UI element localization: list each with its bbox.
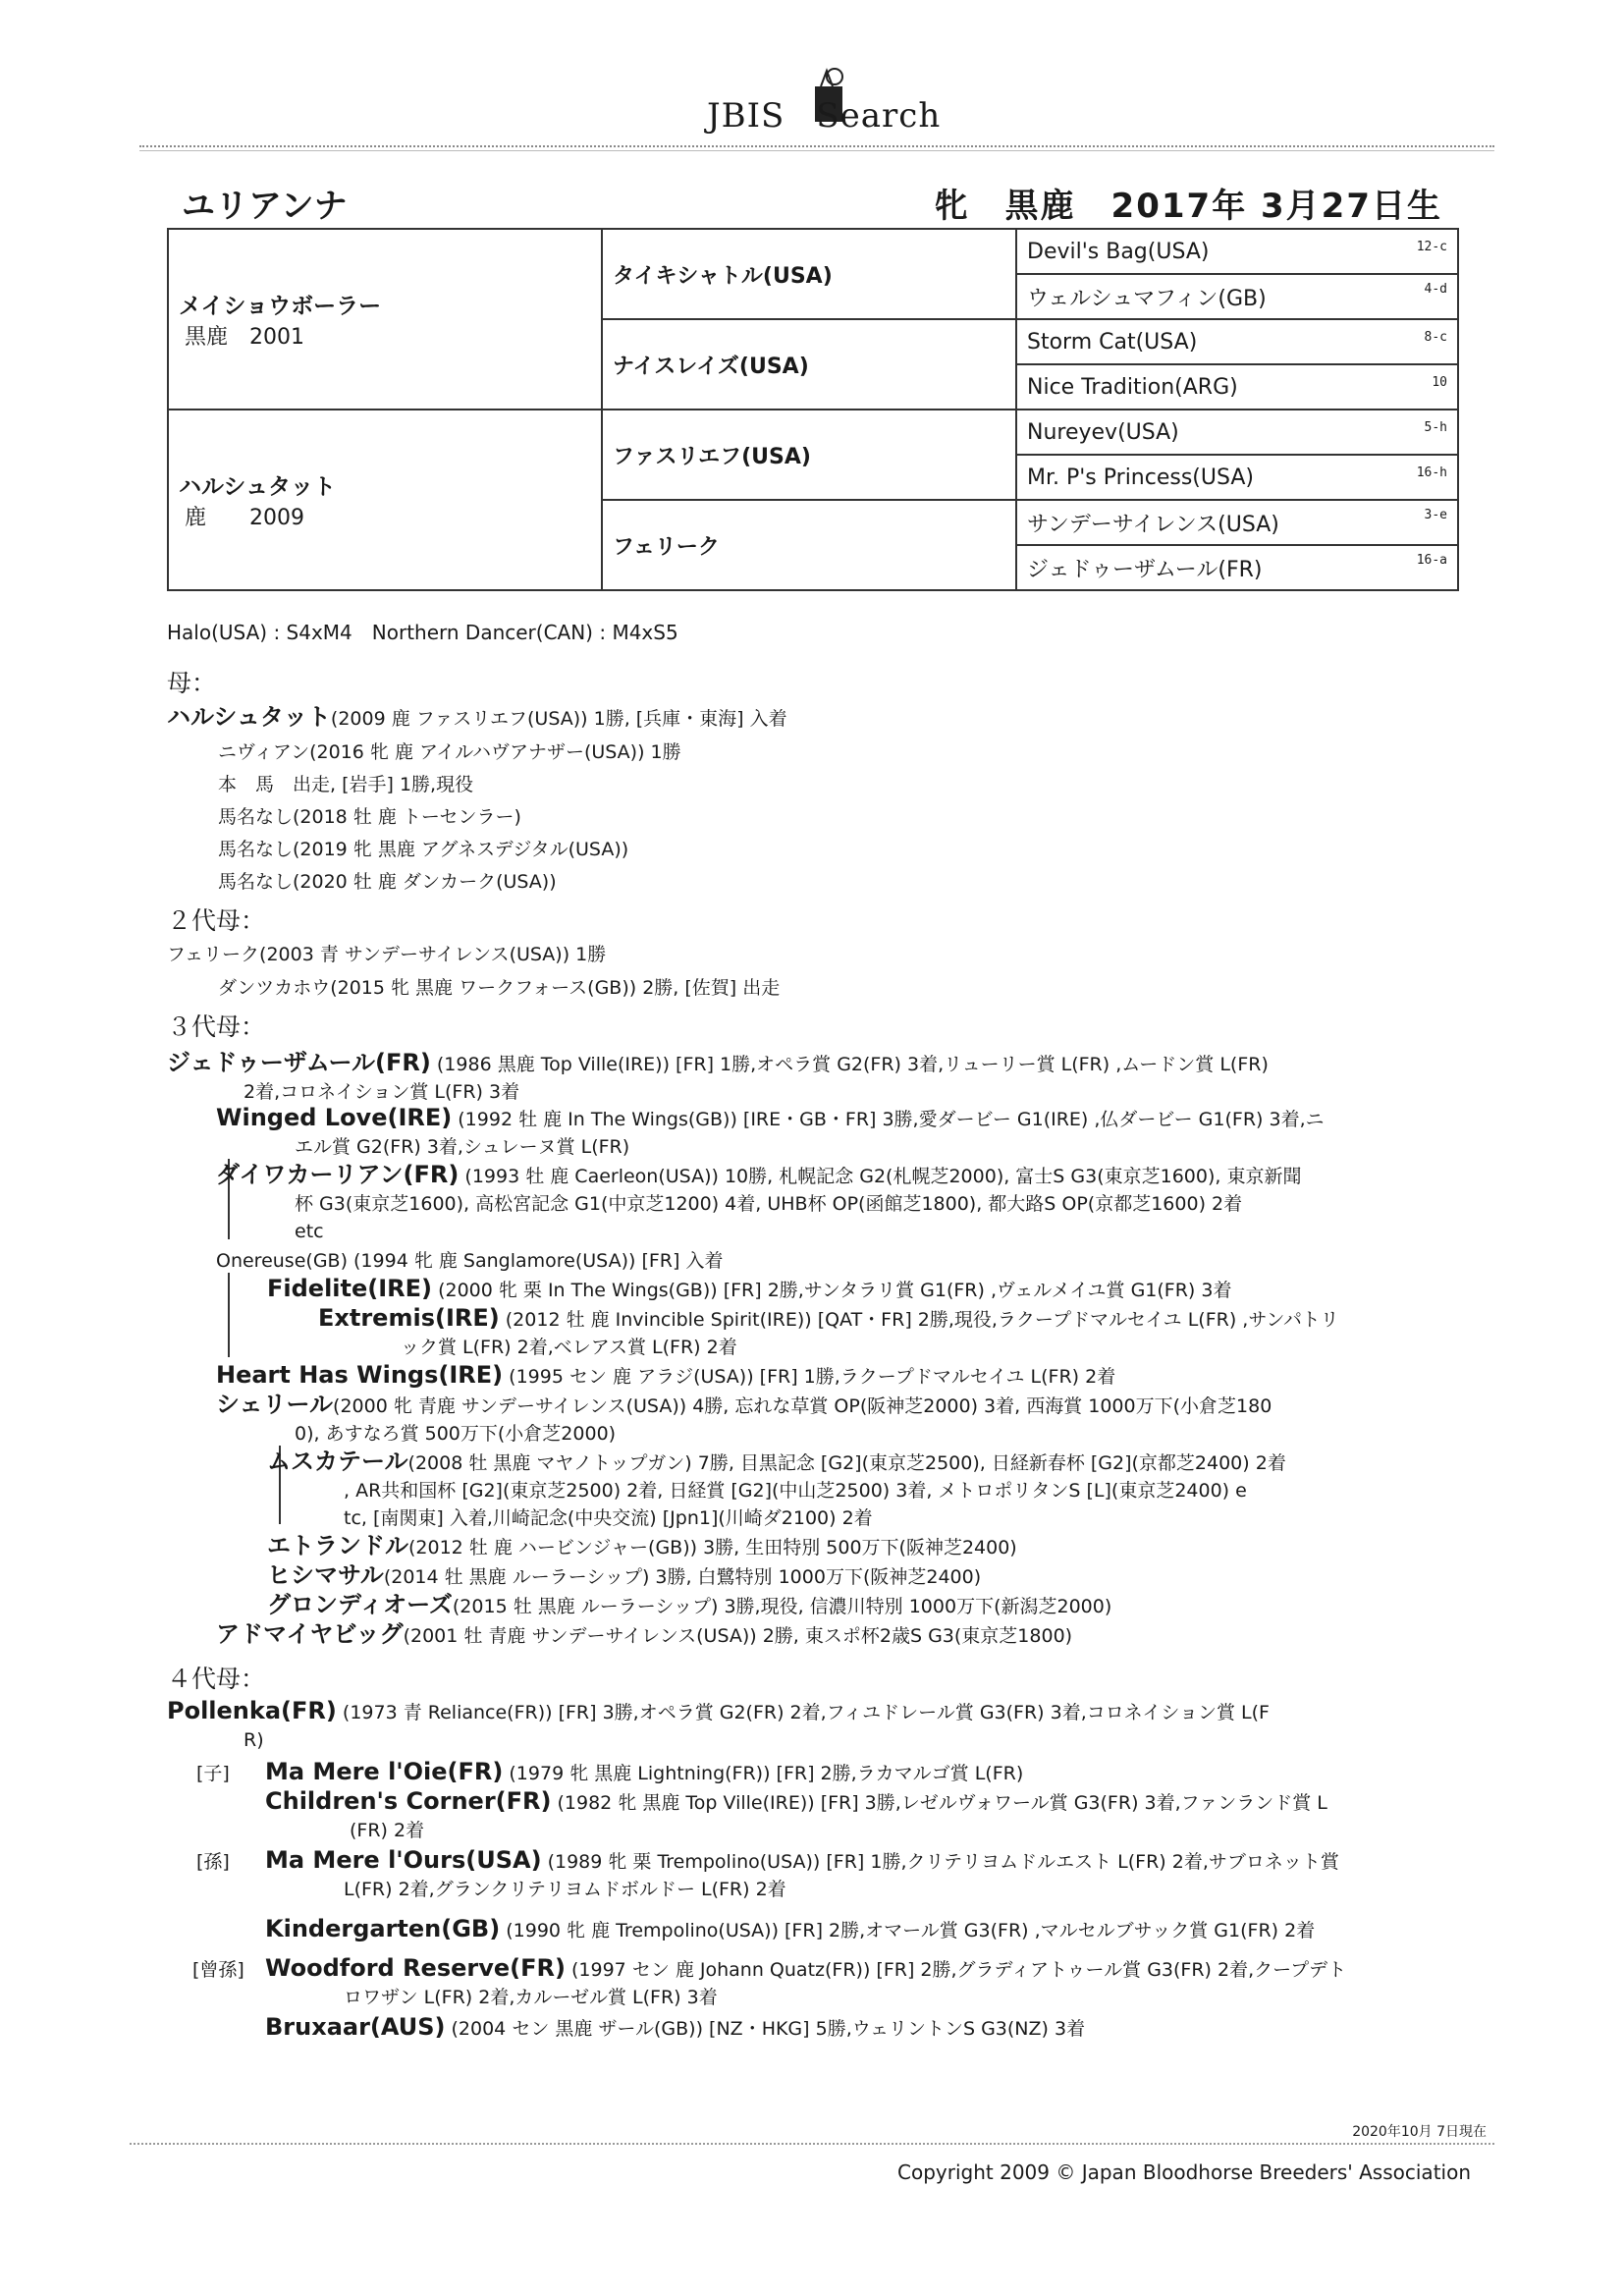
horse-name-bold: Woodford Reserve(FR) — [265, 1954, 566, 1982]
horse-name-bold: Winged Love(IRE) — [216, 1104, 453, 1131]
g3-cell: Mr. P's Princess(USA) 16-h — [1016, 455, 1458, 500]
horse-record: ック賞 L(FR) 2着,ベレアス賞 L(FR) 2着 — [401, 1337, 737, 1358]
family-line — [265, 1915, 1315, 1944]
horse-record: (2008 牡 黒鹿 マヤノトップガン) 7勝, 目黒記念 [G2](東京芝2500), 日経新春杯 [G2](京都芝2400) 2着 — [407, 1452, 1286, 1474]
horse-name-bold: Pollenka(FR) — [167, 1697, 337, 1724]
family-line — [267, 1532, 1017, 1561]
horse-name-bold: ジェドゥーザムール(FR) — [167, 1049, 431, 1076]
jbis-search-logo — [707, 47, 943, 145]
horse-record: 0), あすなろ賞 500万下(小倉芝2000) — [295, 1423, 617, 1445]
horse-name-bold: Ma Mere l'Oie(FR) — [265, 1758, 504, 1785]
as-of-date: 2020年10月 7日現在 — [1352, 2124, 1487, 2140]
g3-cell: Nice Tradition(ARG) 10 — [1016, 364, 1458, 410]
section-g4: ４代母： — [167, 1665, 266, 1693]
family-line — [216, 1245, 723, 1275]
family-line — [318, 1304, 1339, 1334]
family-line — [295, 1188, 1242, 1218]
footer-divider — [130, 2143, 1494, 2145]
dam-cell — [168, 410, 602, 590]
dam-name: ハルシュタット — [179, 474, 336, 500]
section-g3: ３代母： — [167, 1012, 266, 1041]
dam-sire: ファスリエフ(USA) — [602, 410, 1016, 500]
sire-info: 黒鹿 2001 — [185, 325, 304, 350]
family-line — [218, 972, 780, 1002]
g3-cell: サンデーサイレンス(USA) 3-e — [1016, 500, 1458, 545]
horse-record: L(FR) 2着,グランクリテリヨムドボルドー L(FR) 2着 — [344, 1879, 786, 1900]
family-line — [167, 939, 606, 968]
horse-record: etc — [295, 1221, 324, 1242]
horse-record: (1989 牝 栗 Trempolino(USA)) [FR] 1勝,クリテリヨムドルエスト L(FR) 2着,サブロネット賞 — [541, 1851, 1339, 1873]
family-line — [265, 2013, 1085, 2043]
horse-record: 馬名なし(2020 牡 鹿 ダンカーク(USA)) — [218, 871, 557, 893]
horse-name-bold: Ma Mere l'Ours(USA) — [265, 1846, 542, 1874]
family-line — [196, 1758, 230, 1787]
horse-record: 馬名なし(2018 牡 鹿 トーセンラー) — [218, 806, 521, 828]
dam-info: 鹿 2009 — [185, 506, 304, 530]
sire-sire: タイキシャトル(USA) — [602, 229, 1016, 319]
family-line — [267, 1591, 1111, 1620]
horse-record: (1992 牡 鹿 In The Wings(GB)) [IRE・GB・FR] 3勝,愛ダービー G1(IRE) ,仏ダービー G1(FR) 3着,ニ — [452, 1109, 1325, 1130]
horse-record: (2001 牡 青鹿 サンデーサイレンス(USA)) 2勝, 東スポ杯2歳S G3(東京芝1800) — [403, 1625, 1073, 1647]
horse-name-bold: グロンディオーズ — [267, 1591, 453, 1618]
family-line — [167, 1049, 1269, 1078]
family-line — [265, 1954, 1346, 1984]
horse-name-bold: シェリール — [216, 1391, 334, 1418]
family-line — [218, 834, 628, 863]
family-line — [295, 1418, 616, 1448]
horse-name-bold: Fidelite(IRE) — [267, 1275, 433, 1302]
family-line — [218, 737, 681, 766]
horse-record: ロワザン L(FR) 2着,カルーゼル賞 L(FR) 3着 — [344, 1987, 718, 2008]
sire-cell — [168, 229, 602, 410]
logo-search: Search — [816, 96, 942, 136]
horse-record: Onereuse(GB) (1994 牝 鹿 Sanglamore(USA)) [FR] 入着 — [216, 1250, 724, 1272]
family-line — [265, 1787, 1327, 1817]
family-line — [216, 1391, 1272, 1420]
horse-record: (2004 セン 黒鹿 ザール(GB)) [NZ・HKG] 5勝,ウェリントンS G3(NZ) 3着 — [445, 2018, 1086, 2040]
family-line — [167, 1697, 1270, 1726]
horse-record: (2000 牝 栗 In The Wings(GB)) [FR] 2勝,サンタラリ賞 G1(FR) ,ヴェルメイユ賞 G1(FR) 3着 — [432, 1280, 1232, 1301]
family-line — [344, 1874, 786, 1903]
horse-name-bold: Children's Corner(FR) — [265, 1787, 552, 1815]
horse-name-bold: Kindergarten(GB) — [265, 1915, 501, 1942]
pedigree-table — [167, 228, 1459, 591]
horse-name: ユリアンナ — [182, 187, 348, 226]
family-line — [216, 1161, 1301, 1190]
family-line — [401, 1332, 737, 1361]
dam-dam: フェリーク — [602, 500, 1016, 590]
horse-info: 牝 黒鹿 2017年 3月27日生 — [934, 187, 1442, 226]
family-line — [267, 1275, 1231, 1304]
family-line — [216, 1620, 1072, 1650]
horse-record: ニヴィアン(2016 牝 鹿 アイルハヴアナザー(USA)) 1勝 — [218, 741, 681, 763]
family-line — [344, 1503, 873, 1532]
horse-record: (1990 牝 鹿 Trempolino(USA)) [FR] 2勝,オマール賞 G3(FR) ,マルセルブサック賞 G1(FR) 2着 — [500, 1920, 1316, 1941]
horse-record: [子] — [196, 1763, 230, 1784]
horse-name-bold: Heart Has Wings(IRE) — [216, 1361, 504, 1389]
horse-record: (1993 牡 鹿 Caerleon(USA)) 10勝, 札幌記念 G2(札幌芝2000), 富士S G3(東京芝1600), 東京新聞 — [459, 1166, 1302, 1187]
header-divider-solid — [139, 150, 1494, 151]
tree-line — [228, 1273, 230, 1357]
g3-cell: ウェルシュマフィン(GB) 4-d — [1016, 274, 1458, 319]
horse-record: (1986 黒鹿 Top Ville(IRE)) [FR] 1勝,オペラ賞 G2(FR) 3着,リューリー賞 L(FR) ,ムードン賞 L(FR) — [430, 1054, 1269, 1075]
horse-record: (2000 牝 青鹿 サンデーサイレンス(USA)) 4勝, 忘れな草賞 OP(阪神芝2000) 3着, 西海賞 1000万下(小倉芝180 — [333, 1395, 1272, 1417]
horse-name-bold: ヒシマサル — [267, 1561, 384, 1589]
section-g2: ２代母： — [167, 906, 266, 935]
family-line — [218, 801, 521, 831]
family-line — [218, 866, 557, 896]
horse-record: R) — [244, 1729, 264, 1751]
horse-record: tc, [南関東] 入着,川崎記念(中央交流) [Jpn1](川崎ダ2100) 2着 — [344, 1507, 873, 1529]
horse-name-bold: Bruxaar(AUS) — [265, 2013, 446, 2041]
family-line — [218, 769, 473, 798]
family-line — [216, 1104, 1325, 1133]
horse-record: (1997 セン 鹿 Johann Quatz(FR)) [FR] 2勝,グラディアトゥール賞 G3(FR) 2着,クープデト — [565, 1959, 1347, 1981]
family-line — [265, 1846, 1339, 1876]
family-line — [295, 1131, 629, 1161]
horse-record: (1995 セン 鹿 アラジ(USA)) [FR] 1勝,ラクープドマルセイユ L(FR) 2着 — [503, 1366, 1116, 1388]
horse-record: (2009 鹿 ファスリエフ(USA)) 1勝, [兵庫・東海] 入着 — [330, 708, 787, 730]
inbreeding-note: Halo(USA) : S4xM4 Northern Dancer(CAN) : M4xS5 — [167, 621, 678, 644]
horse-record: エル賞 G2(FR) 3着,シュレーヌ賞 L(FR) — [295, 1136, 630, 1158]
family-line — [344, 1982, 718, 2011]
horse-name-bold: ダイワカーリアン(FR) — [216, 1161, 460, 1188]
family-line — [350, 1815, 424, 1844]
family-line — [265, 1758, 1023, 1787]
horse-name-bold: Extremis(IRE) — [318, 1304, 500, 1332]
horse-name-bold: エトランドル — [267, 1532, 408, 1559]
sire-dam: ナイスレイズ(USA) — [602, 319, 1016, 410]
horse-record: , AR共和国杯 [G2](東京芝2500) 2着, 日経賞 [G2](中山芝2500) 3着, メトロポリタンS [L](東京芝2400) e — [344, 1480, 1247, 1502]
family-line — [192, 1954, 244, 1984]
family-line — [244, 1724, 264, 1754]
family-line — [167, 703, 787, 733]
horse-record: 杯 G3(東京芝1600), 高松宮記念 G1(中京芝1200) 4着, UHB杯 OP(函館芝1800), 都大路S OP(京都芝1600) 2着 — [295, 1193, 1243, 1215]
horse-record: 2着,コロネイション賞 L(FR) 3着 — [244, 1081, 520, 1103]
sire-name: メイショウボーラー — [179, 294, 382, 319]
family-line — [295, 1216, 324, 1245]
horse-record: (1982 牝 黒鹿 Top Ville(IRE)) [FR] 3勝,レゼルヴォワール賞 G3(FR) 3着,ファンランド賞 L — [551, 1792, 1327, 1814]
header-divider — [139, 145, 1494, 147]
horse-name-bold: ハルシュタット — [167, 703, 331, 731]
family-line — [196, 1846, 230, 1876]
horse-record: (2015 牡 黒鹿 ルーラーシップ) 3勝,現役, 信濃川特別 1000万下(新潟芝2000) — [452, 1596, 1112, 1617]
horse-record: [孫] — [196, 1851, 230, 1873]
family-line — [267, 1448, 1286, 1477]
g3-cell: Storm Cat(USA) 8-c — [1016, 319, 1458, 364]
family-line — [244, 1076, 519, 1106]
horse-record: (1973 青 Reliance(FR)) [FR] 3勝,オペラ賞 G2(FR) 2着,フィユドレール賞 G3(FR) 3着,コロネイション賞 L(F — [336, 1702, 1270, 1723]
g3-cell: ジェドゥーザムール(FR) 16-a — [1016, 545, 1458, 590]
horse-record: (2012 牡 鹿 ハービンジャー(GB)) 3勝, 生田特別 500万下(阪神芝2400) — [408, 1537, 1017, 1558]
g3-cell: Devil's Bag(USA) 12-c — [1016, 229, 1458, 274]
horse-record: 本 馬 出走, [岩手] 1勝,現役 — [218, 774, 474, 795]
family-line — [344, 1475, 1247, 1504]
horse-record: 馬名なし(2019 牝 黒鹿 アグネスデジタル(USA)) — [218, 839, 629, 860]
logo-jbis: JBIS — [707, 96, 785, 136]
horse-record: ダンツカホウ(2015 牝 黒鹿 ワークフォース(GB)) 2勝, [佐賀] 出走 — [218, 977, 781, 999]
horse-record: [曾孫] — [192, 1959, 244, 1981]
family-line — [216, 1361, 1115, 1391]
section-dam: 母： — [167, 669, 217, 697]
horse-record: (2014 牡 黒鹿 ルーラーシップ) 3勝, 白鷺特別 1000万下(阪神芝2400) — [383, 1566, 982, 1588]
copyright: Copyright 2009 © Japan Bloodhorse Breeders' Association — [897, 2160, 1471, 2184]
horse-record: (FR) 2着 — [350, 1820, 425, 1841]
family-line — [267, 1561, 981, 1591]
horse-record: (1979 牝 黒鹿 Lightning(FR)) [FR] 2勝,ラカマルゴ賞 L(FR) — [503, 1763, 1024, 1784]
horse-name-bold: ムスカテール — [267, 1448, 408, 1475]
horse-name-bold: アドマイヤビッグ — [216, 1620, 404, 1648]
g3-cell: Nureyev(USA) 5-h — [1016, 410, 1458, 455]
horse-record: (2012 牡 鹿 Invincible Spirit(IRE)) [QAT・FR] 2勝,現役,ラクープドマルセイユ L(FR) ,サンパトリ — [499, 1309, 1339, 1331]
horse-record: フェリーク(2003 青 サンデーサイレンス(USA)) 1勝 — [167, 944, 607, 965]
